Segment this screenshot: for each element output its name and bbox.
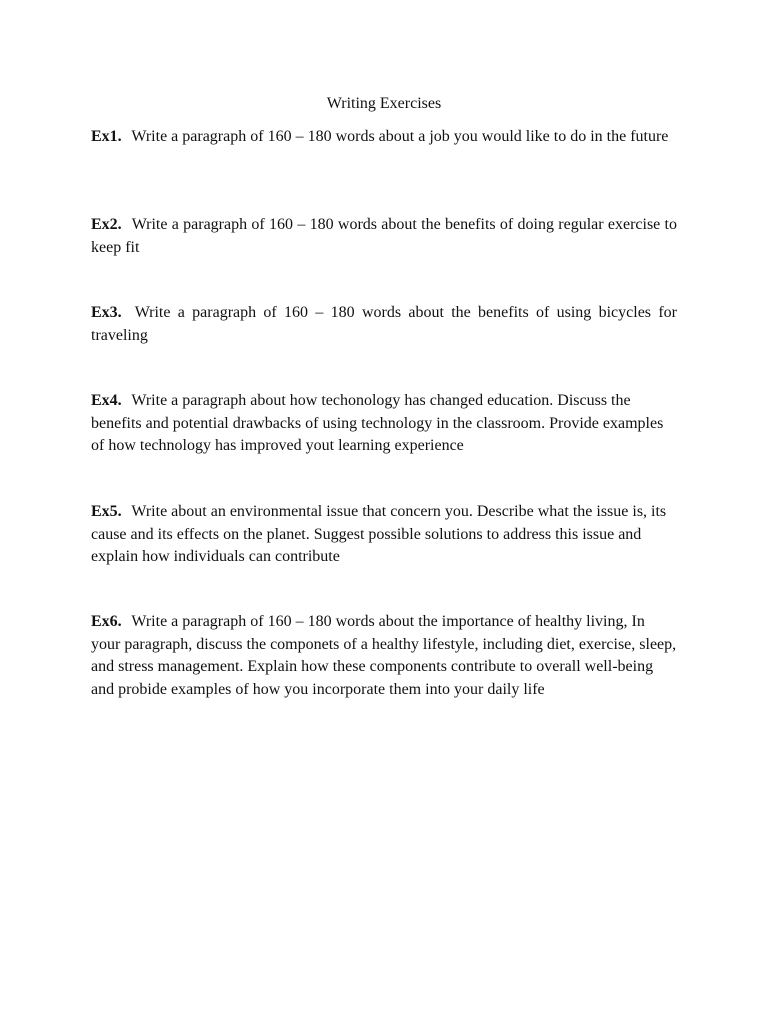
- exercise-1: [91, 126, 677, 149]
- exercise-3-text: Write a paragraph of 160 – 180 words about the benefits of using bicycles for traveling: [91, 304, 677, 344]
- exercise-5-text: Write about an environmental issue that concern you. Describe what the issue is, its cause and its effects on the planet. Suggest possible solutions to address this issue and explain how individuals can contribute: [91, 503, 667, 565]
- document-title: Writing Exercises: [326, 95, 442, 112]
- exercise-3-label: Ex3.: [91, 304, 122, 321]
- exercise-4-text: Write a paragraph about how techonology has changed education. Discuss the benefits and potential drawbacks of using technology in the classroom. Provide examples of how technology has improved yout learning experience: [91, 392, 664, 454]
- exercise-6-text: Write a paragraph of 160 – 180 words about the importance of healthy living, In your paragraph, discuss the componets of a healthy lifestyle, including diet, exercise, sleep, and stress management. Explain how these components contribute to overall well-being and probide examples of how you incorporate them into your daily life: [91, 613, 677, 698]
- exercise-1-text: Write a paragraph of 160 – 180 words about a job you would like to do in the future: [131, 128, 669, 145]
- exercise-4-label: Ex4.: [91, 392, 122, 409]
- exercise-1-label: Ex1.: [91, 128, 122, 145]
- exercise-4: [91, 390, 677, 458]
- exercise-6-label: Ex6.: [91, 613, 122, 630]
- exercise-6: [91, 611, 677, 701]
- exercise-2: [91, 214, 677, 259]
- exercise-3: [91, 302, 677, 347]
- exercise-2-text: Write a paragraph of 160 – 180 words about the benefits of doing regular exercise to keep fit: [91, 216, 678, 256]
- exercise-5-label: Ex5.: [91, 503, 122, 520]
- exercise-2-label: Ex2.: [91, 216, 122, 233]
- exercise-5: [91, 501, 677, 569]
